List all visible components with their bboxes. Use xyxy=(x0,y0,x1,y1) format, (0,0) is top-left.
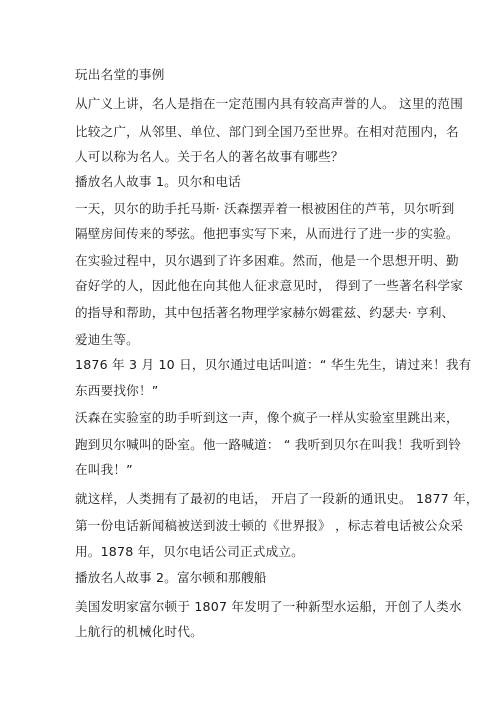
section-heading: 播放名人故事 1。贝尔和电话 xyxy=(75,174,241,189)
paragraph-line: 在实验过程中，贝尔遇到了许多困难。然而，他是一个思想开明、勤 xyxy=(75,253,459,268)
paragraph-line: 跑到贝尔喊叫的卧室。他一路喊道： “ 我听到贝尔在叫我！我听到铃 xyxy=(75,437,462,452)
paragraph-line: 在叫我！” xyxy=(75,462,133,477)
paragraph-line: 的指导和帮助，其中包括著名物理学家赫尔姆霍兹、约瑟夫· 亨利、 xyxy=(75,305,455,320)
paragraph-line: 奋好学的人，因此他在向其他人征求意见时， 得到了一些著名科学家 xyxy=(75,278,464,293)
paragraph-line: 爱迪生等。 xyxy=(75,332,139,347)
section-heading: 播放名人故事 2。富尔顿和那艘船 xyxy=(75,570,267,585)
paragraph-line: 从广义上讲，名人是指在一定范围内具有较高声誉的人。 这里的范围 xyxy=(75,96,464,111)
paragraph-line: 一天，贝尔的助手托马斯· 沃森摆弄着一根被困住的芦苇，贝尔听到 xyxy=(75,201,455,216)
paragraph-line: 美国发明家富尔顿于 1807 年发明了一种新型水运船，开创了人类水 xyxy=(75,599,462,614)
paragraph-line: 沃森在实验室的助手听到这一声，像个疯子一样从实验室里跳出来， xyxy=(75,410,459,425)
paragraph-line: 就这样，人类拥有了最初的电话， 开启了一段新的通讯史。 1877 年， xyxy=(75,491,479,506)
paragraph-line: 用。1878 年，贝尔电话公司正式成立。 xyxy=(75,544,304,559)
paragraph-line: 隔壁房间传来的琴弦。他把事实写下来，从而进行了进一步的实验。 xyxy=(75,226,459,241)
paragraph-line: 东西要找你！” xyxy=(75,383,159,398)
paragraph-line: 1876 年 3 月 10 日，贝尔通过电话叫道：“ 华生先生，请过来！我有 xyxy=(75,357,472,372)
paragraph-line: 比较之广，从邻里、单位、部门到全国乃至世界。在相对范围内，名 xyxy=(75,124,459,139)
paragraph-line: 上航行的机械化时代。 xyxy=(75,624,203,639)
paragraph-line: 第一份电话新闻稿被送到波士顿的《世界报》 ，标志着电话被公众采 xyxy=(75,518,464,533)
paragraph-line: 人可以称为名人。关于名人的著名故事有哪些？ xyxy=(75,149,344,164)
document-title: 玩出名堂的事例 xyxy=(75,67,165,82)
